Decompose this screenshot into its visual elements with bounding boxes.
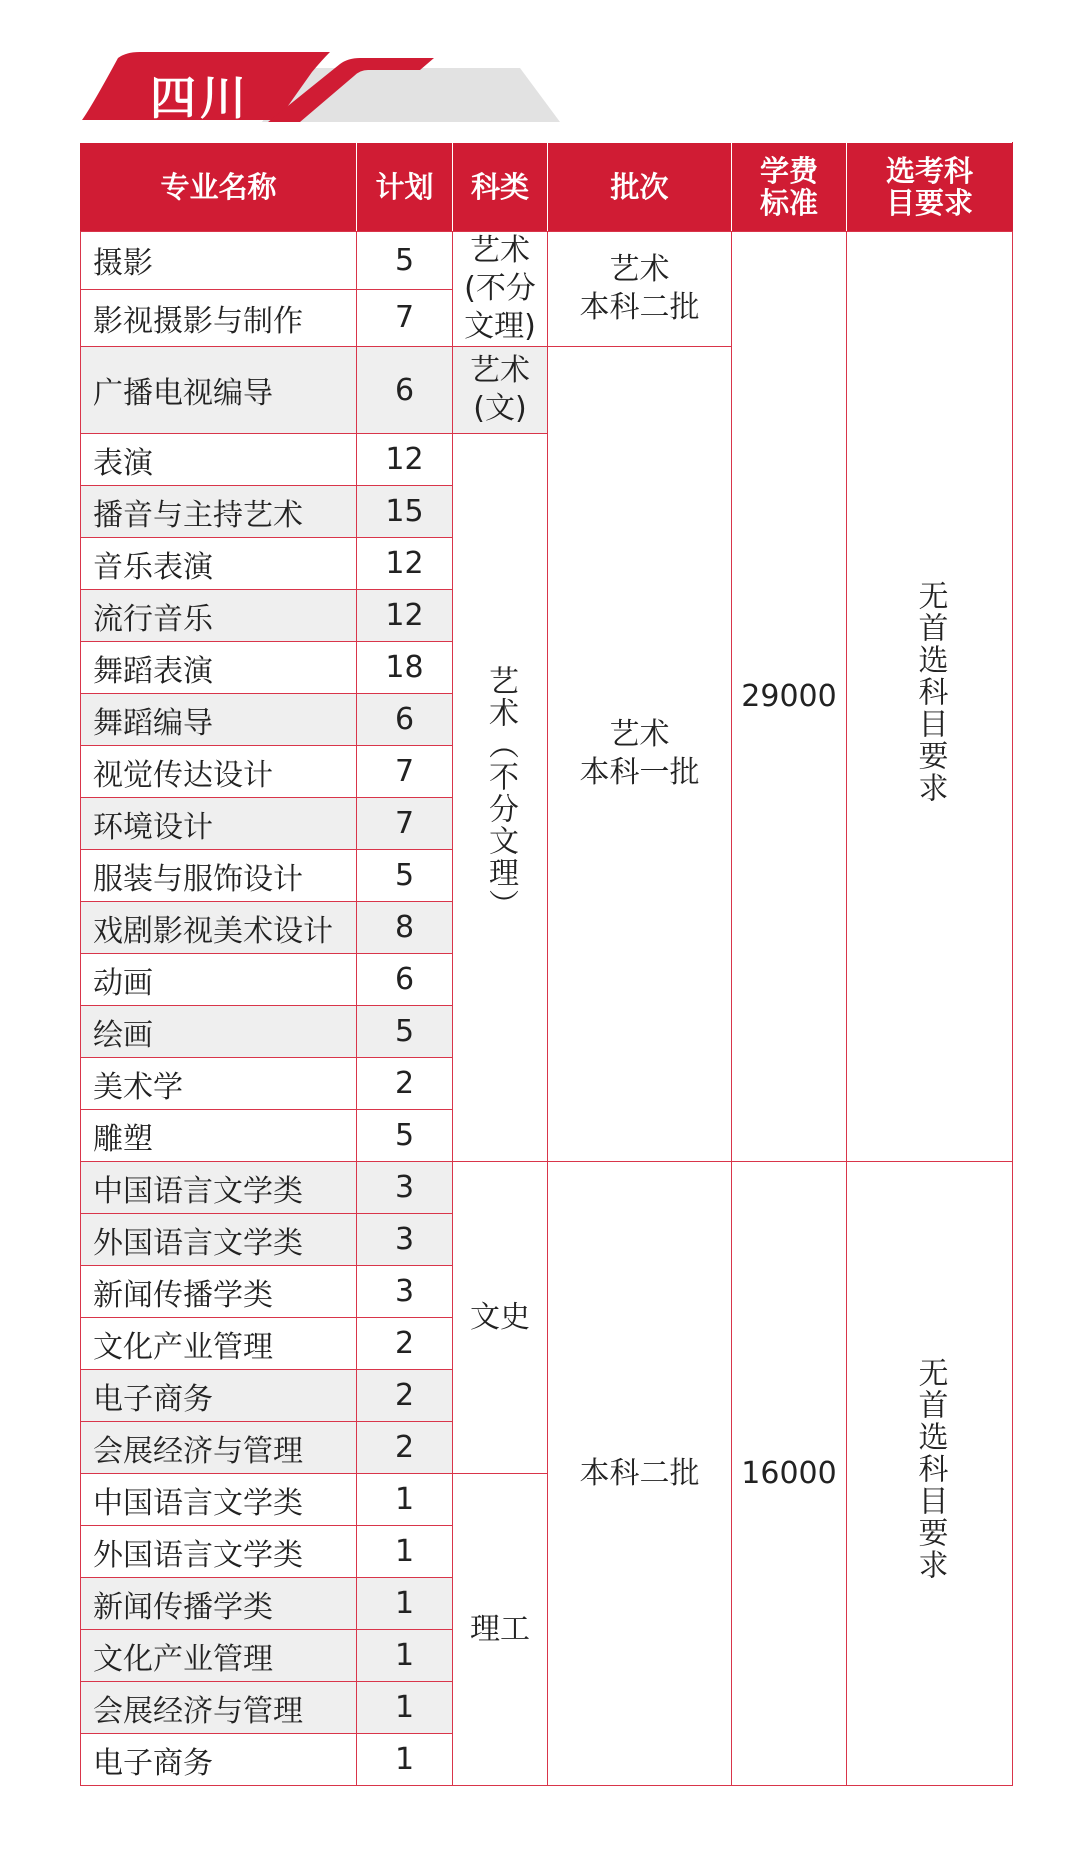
plan-count: 15 (357, 486, 453, 538)
plan-count: 7 (357, 798, 453, 850)
plan-count: 2 (357, 1370, 453, 1422)
major-name: 文化产业管理 (81, 1318, 357, 1370)
category-cell: 艺术 (文) (453, 347, 548, 434)
plan-count: 7 (357, 746, 453, 798)
subject-req-cell (847, 232, 1013, 1162)
major-name: 雕塑 (81, 1110, 357, 1162)
batch-cell: 本科二批 (548, 1162, 732, 1786)
plan-count: 1 (357, 1526, 453, 1578)
major-name: 广播电视编导 (81, 347, 357, 434)
plan-count: 2 (357, 1422, 453, 1474)
category-cell: 理工 (453, 1474, 548, 1786)
major-name: 新闻传播学类 (81, 1578, 357, 1630)
category-cell (453, 434, 548, 1162)
major-name: 摄影 (81, 232, 357, 290)
major-name: 影视摄影与制作 (81, 289, 357, 347)
header-fee: 学费 标准 (732, 143, 847, 232)
plan-count: 18 (357, 642, 453, 694)
province-banner (0, 0, 1080, 140)
category-cell: 艺术 (不分 文理) (453, 232, 548, 347)
plan-count: 1 (357, 1734, 453, 1786)
plan-count: 7 (357, 289, 453, 347)
major-name: 戏剧影视美术设计 (81, 902, 357, 954)
major-name: 外国语言文学类 (81, 1526, 357, 1578)
major-name: 电子商务 (81, 1734, 357, 1786)
major-name: 电子商务 (81, 1370, 357, 1422)
major-name: 表演 (81, 434, 357, 486)
admission-plan-table (80, 142, 1013, 1786)
batch-cell: 艺术 本科一批 (548, 347, 732, 1162)
plan-count: 5 (357, 232, 453, 290)
major-name: 视觉传达设计 (81, 746, 357, 798)
header-name: 专业名称 (81, 143, 357, 232)
plan-count: 5 (357, 1006, 453, 1058)
category-cell: 文史 (453, 1162, 548, 1474)
major-name: 播音与主持艺术 (81, 486, 357, 538)
major-name: 美术学 (81, 1058, 357, 1110)
plan-count: 6 (357, 694, 453, 746)
plan-count: 5 (357, 1110, 453, 1162)
plan-count: 12 (357, 538, 453, 590)
major-name: 舞蹈表演 (81, 642, 357, 694)
subject-req-text: 无首选科目要求 (912, 1356, 948, 1581)
plan-count: 2 (357, 1318, 453, 1370)
major-name: 流行音乐 (81, 590, 357, 642)
major-name: 文化产业管理 (81, 1630, 357, 1682)
major-name: 服装与服饰设计 (81, 850, 357, 902)
batch-cell: 艺术 本科二批 (548, 232, 732, 347)
plan-count: 1 (357, 1578, 453, 1630)
plan-count: 6 (357, 954, 453, 1006)
subject-req-cell (847, 1162, 1013, 1786)
header-subject-req: 选考科 目要求 (847, 143, 1013, 232)
plan-count: 3 (357, 1162, 453, 1214)
header-row (81, 143, 1013, 232)
major-name: 舞蹈编导 (81, 694, 357, 746)
fee-cell: 16000 (732, 1162, 847, 1786)
major-name: 外国语言文学类 (81, 1214, 357, 1266)
plan-count: 3 (357, 1266, 453, 1318)
major-name: 动画 (81, 954, 357, 1006)
header-category: 科类 (453, 143, 548, 232)
major-name: 会展经济与管理 (81, 1422, 357, 1474)
plan-count: 12 (357, 590, 453, 642)
header-batch: 批次 (548, 143, 732, 232)
plan-count: 3 (357, 1214, 453, 1266)
major-name: 中国语言文学类 (81, 1474, 357, 1526)
major-name: 新闻传播学类 (81, 1266, 357, 1318)
major-name: 中国语言文学类 (81, 1162, 357, 1214)
plan-count: 1 (357, 1474, 453, 1526)
province-title: 四川 (150, 71, 250, 125)
major-name: 会展经济与管理 (81, 1682, 357, 1734)
plan-count: 1 (357, 1682, 453, 1734)
plan-count: 5 (357, 850, 453, 902)
table-row (81, 1162, 1013, 1214)
major-name: 音乐表演 (81, 538, 357, 590)
plan-count: 2 (357, 1058, 453, 1110)
table-row (81, 232, 1013, 290)
category-vertical-text: 艺术（不分文理） (483, 664, 518, 921)
plan-count: 6 (357, 347, 453, 434)
plan-count: 8 (357, 902, 453, 954)
plan-count: 1 (357, 1630, 453, 1682)
header-plan: 计划 (357, 143, 453, 232)
major-name: 绘画 (81, 1006, 357, 1058)
fee-cell: 29000 (732, 232, 847, 1162)
plan-count: 12 (357, 434, 453, 486)
major-name: 环境设计 (81, 798, 357, 850)
subject-req-text: 无首选科目要求 (912, 579, 948, 804)
